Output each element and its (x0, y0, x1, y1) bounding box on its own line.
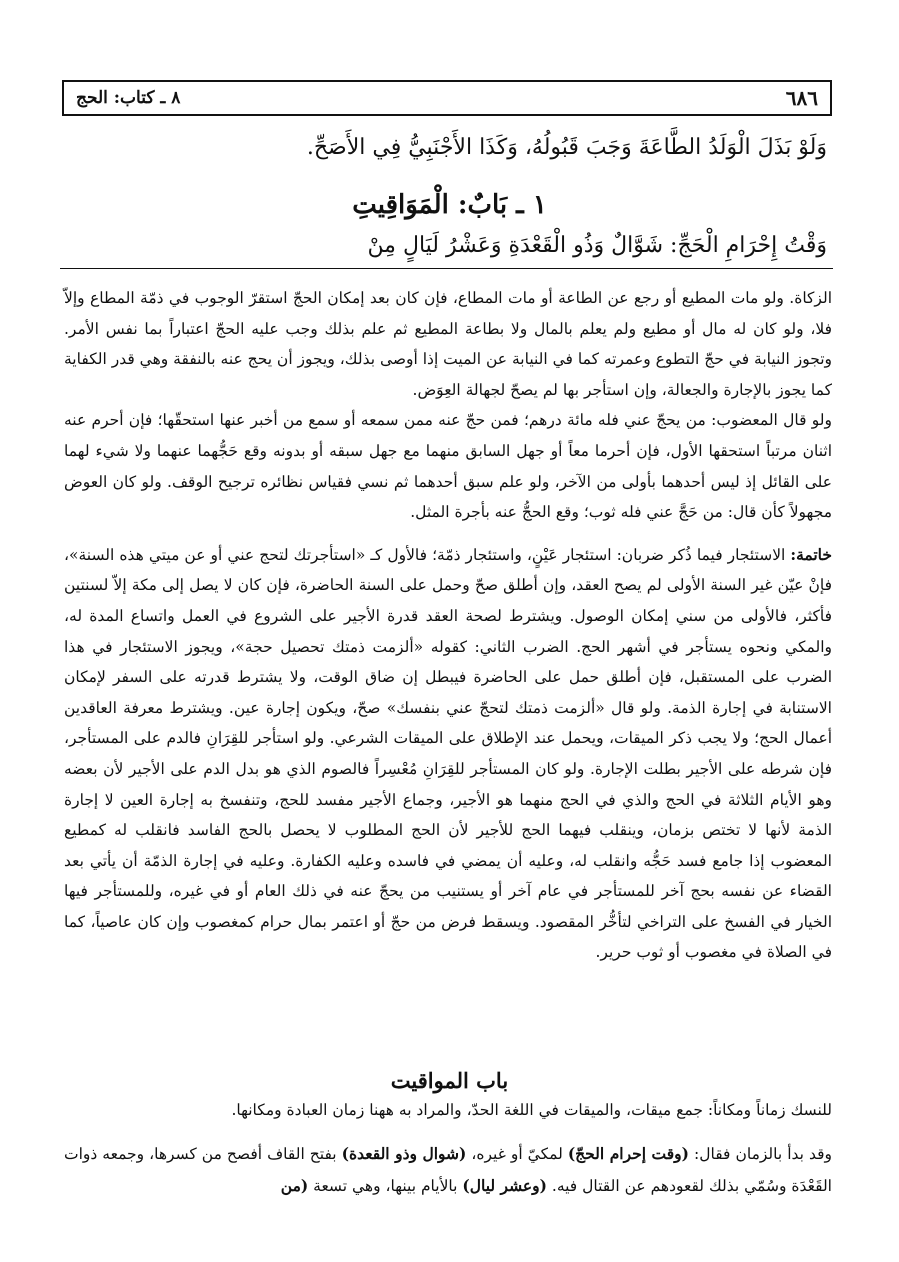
quoted-matn: (شوال وذو القعدة) (341, 1144, 467, 1163)
bab-title: باب المواقيت (390, 1068, 509, 1093)
text-run: وقد بدأ بالزمان فقال: (688, 1145, 833, 1163)
text-run: بفتح القاف أفصح من كسرها، وجمعه ذوات القَعْدَة وسُمّي بذلك لقعودهم عن القتال فيه. (64, 1145, 832, 1195)
quoted-matn: (من (280, 1176, 309, 1195)
page-header (62, 80, 832, 116)
commentary-paragraph: ولو قال المعضوب: من يحجّ عني فله مائة درهم؛ فمن حجّ عنه ممن سمعه أو سمع من أخبر عنها استحقّها؛ فإن أحرم عنه اثنان مرتباً استحقها الأول، فإن أحرما معاً أو جهل السابق منهما مع جهل سبقه أو بدونه وقع حَجُّهما عنهما ولا شيء لهما على القائل إذ ليس أحدهما بأولى من الآخر، ولو علم سبق أحدهما ثم نسي فقياس نظائره ترجيح الوقف. ولو كان العوض مجهولاً كأن قال: من حَجَّ عني فله ثوب؛ وقع الحجُّ عنه بأجرة المثل. (64, 411, 832, 522)
quoted-matn: (وقت إحرام الحجّ) (567, 1144, 689, 1163)
text-run: بالأيام بينها، وهي تسعة (308, 1177, 463, 1195)
text-run: لمكيّ أو غيره، (466, 1145, 568, 1163)
bab-paragraph (64, 1138, 832, 1202)
quoted-matn: (وعشر ليال) (462, 1176, 547, 1195)
commentary-block (64, 283, 832, 968)
matn-line-2: وَقْتُ إِحْرَامِ الْحَجِّ: شَوَّالٌ وَذُو الْقَعْدَةِ وَعَشْرُ لَيَالٍ مِنْ (367, 233, 827, 258)
divider-rule (60, 268, 833, 269)
section-title: ١ ـ بَابٌ: الْمَوَاقِيتِ (352, 190, 547, 220)
khatima-label: خاتمة: (790, 544, 832, 564)
bab-paragraph: للنسك زماناً ومكاناً: جمع ميقات، والميقات في اللغة الحدّ، والمراد به ههنا زمان العبادة ومكانها. (231, 1101, 832, 1119)
matn-line-1: وَلَوْ بَذَلَ الْوَلَدُ الطَّاعَةَ وَجَبَ قَبُولُهُ، وَكَذَا الأَجْنَبِيُّ فِي الأَصَحِّ. (306, 135, 827, 160)
commentary-paragraph: الزكاة. ولو مات المطيع أو رجع عن الطاعة أو مات المطاع، فإن كان بعد إمكان الحجّ استقرّ الوجوب في ذمّة المطاع وإلاّ فلا، ولو كان له مال أو مطيع ولم يعلم بالمال ولا بطاعة المطيع ثم علم بذلك وجب عليه الحجّ اعتباراً بما نفس الأمر. وتجوز النيابة في حجّ التطوع وعمرته كما في النيابة عن الميت إذا أوصى بذلك، ويجوز أن يحج عنه بالنفقة وهي قدر الكفاية كما يجوز بالإجارة والجعالة، وإن استأجر بها لم يصحّ لجهالة العِوَض. (64, 289, 832, 399)
khatima-paragraph (64, 540, 832, 968)
khatima-text: الاستئجار فيما ذُكر ضربان: استئجار عَيْنٍ، واستئجار ذمّة؛ فالأول كـ «استأجرتك لتحج عني أو عن ميتي هذه السنة»، فإنْ عيّن غير السنة الأولى لم يصح العقد، وإن أطلق صحّ وحمل على السنة الحاضرة، فإن كان لا يصل إلى مكة إلاّ لسنتين فأكثر، فالأولى من سني إمكان الوصول. ويشترط لصحة العقد قدرة الأجير على الشروع في العمل واتساع المدة له، والمكي ونحوه يستأجر في أشهر الحج. الضرب الثاني: كقوله «ألزمت ذمتك تحصيل حجة»، ويجوز الاستئجار في هذا الضرب على المستقبل، فإن أطلق حمل على الحاضرة فيبطل إن ضاق الوقت، ولا يشترط قدرته على السفر لإمكان الاستنابة في إجارة الذمة. ولو قال «ألزمت ذمتك لتحجّ عني بنفسك» صحّ، ويكون إجارة عين. ويشترط معرفة العاقدين أعمال الحج؛ ولا يجب ذكر الميقات، ويحمل عند الإطلاق على الميقات الشرعي. ولو استأجر للقِرَانِ فالدم على المستأجر، فإن شرطه على الأجير بطلت الإجارة. ولو كان المستأجر للقِرَانِ مُعْسِراً فالصوم الذي هو بدل الدم على الأجير لأن بعضه وهو الأيام الثلاثة في الحج والذي في الحج منهما هو الأجير، وجماع الأجير مفسد للحج، وتنفسخ به إجارة العين لا إجارة الذمة لأنها لا تختص بزمان، وينقلب فيهما الحج للأجير لأن الحج المطلوب لا يحصل بالحج الفاسد فانقلب له كمطيع المعضوب إذا جامع فسد حَجُّه وانقلب له، وعليه أن يمضي في فاسده وعليه الكفارة. وعليه في إجارة الذمّة أن يأتي بعد القضاء عن نفسه بحج آخر للمستأجر في عام آخر أو يستنيب من يحجّ عنه في ذلك العام أو في غيره، وللمستأجر فيها الخيار في الفسخ على التراخي لتأخُّر المقصود. ويسقط فرض من حجّ أو اعتمر بمال حرام كمغصوب وإن كان عاصياً، كما في الصلاة في مغصوب أو ثوب حرير. (64, 545, 832, 962)
running-head: ٨ ـ كتاب: الحج (76, 88, 181, 108)
page-number: ٦٨٦ (785, 86, 818, 110)
bab-commentary (64, 1094, 832, 1202)
